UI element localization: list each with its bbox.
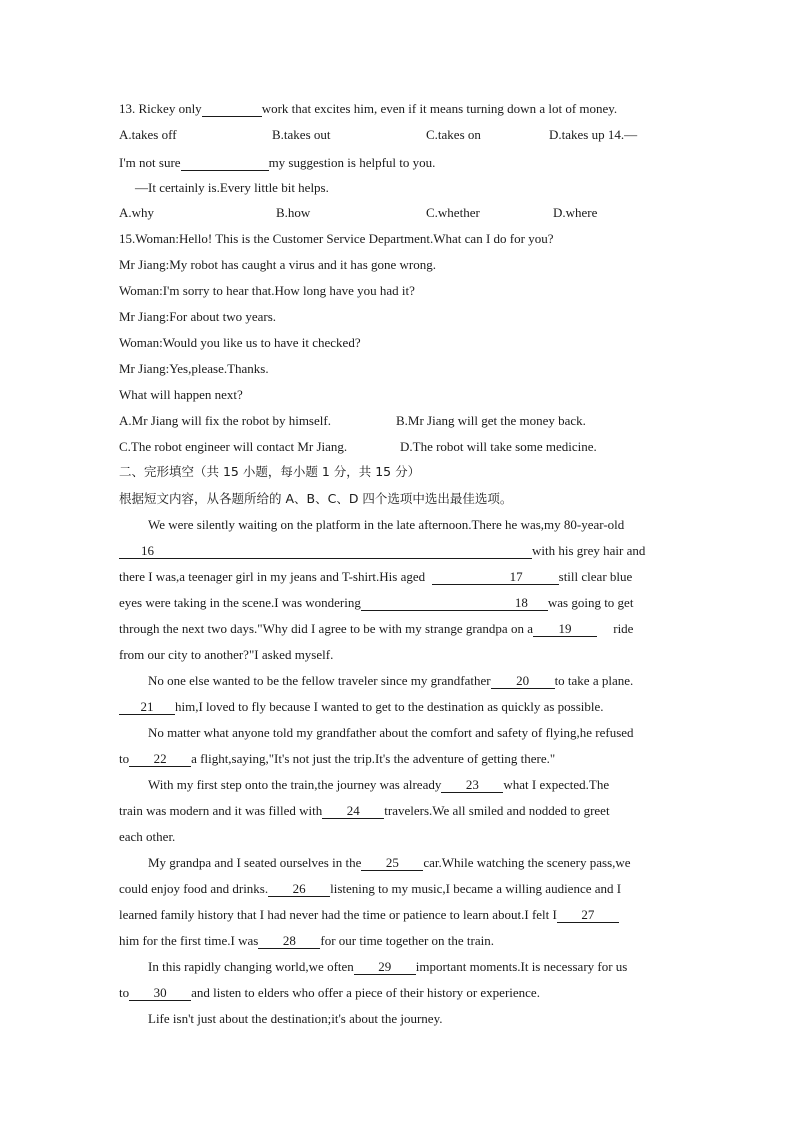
section-title: 二、完形填空（共 15 小题，每小题 1 分，共 15 分） [119, 464, 421, 479]
q15-line: Mr Jiang:For about two years. [119, 309, 277, 324]
q13-blank [202, 102, 262, 117]
passage-line: through the next two days."Why did I agree to be with my strange grandpa on a 19 ride [119, 621, 634, 636]
blank-20: 20 [491, 674, 555, 689]
q13-stem-end: work that excites him, even if it means turning down a lot of money. [261, 101, 618, 116]
passage-line: could enjoy food and drinks. 26 listening to my music,I became a willing audience and I [119, 881, 622, 896]
q14-reply: —It certainly is.Every little bit helps. [135, 180, 329, 195]
blank-19: 19 [533, 622, 597, 637]
passage-line: We were silently waiting on the platform in the late afternoon.There he was,my 80-year-old [148, 517, 625, 532]
passage-line: No matter what anyone told my grandfather about the comfort and safety of flying,he refused [148, 725, 634, 740]
q13-option-a: A.takes off [119, 127, 177, 142]
blank-21: 21 [119, 700, 175, 715]
q13-option-c: C.takes on [426, 127, 481, 142]
blank-30: 30 [129, 986, 191, 1001]
q15-question: What will happen next? [119, 387, 243, 402]
q15-option-b: B.Mr Jiang will get the money back. [396, 413, 586, 428]
q14-option-c: C.whether [426, 205, 480, 220]
section-instruction: 根据短文内容，从各题所给的 A、B、C、D 四个选项中选出最佳选项。 [119, 491, 513, 506]
passage-line: 16 with his grey hair and [119, 542, 645, 560]
blank-28: 28 [258, 934, 320, 949]
q15-option-a: A.Mr Jiang will fix the robot by himself. [119, 413, 331, 428]
q15-line: Mr Jiang:My robot has caught a virus and it has gone wrong. [119, 257, 437, 272]
q15-option-c: C.The robot engineer will contact Mr Jiang. [119, 439, 348, 454]
blank-25: 25 [361, 856, 423, 871]
blank-16: 16 [119, 544, 532, 559]
q15-line: Woman:Would you like us to have it checked? [119, 335, 361, 350]
passage-line: Life isn't just about the destination;it's about the journey. [148, 1011, 443, 1026]
passage-line: from our city to another?"I asked myself. [119, 647, 334, 662]
q14-option-b: B.how [276, 205, 311, 220]
passage-line: No one else wanted to be the fellow traveler since my grandfather 20 to take a plane. [148, 673, 634, 688]
q13-option-b: B.takes out [272, 127, 331, 142]
q14-option-d: D.where [553, 205, 598, 220]
q15-line: 15.Woman:Hello! This is the Customer Service Department.What can I do for you? [119, 231, 554, 246]
passage-line: him for the first time.I was 28 for our time together on the train. [119, 933, 494, 948]
passage-line: train was modern and it was filled with 24 travelers.We all smiled and nodded to greet [119, 803, 610, 818]
q13-stem-start: 13. Rickey only [119, 101, 202, 116]
passage-line: In this rapidly changing world,we often 29 important moments.It is necessary for us [148, 959, 628, 974]
blank-29: 29 [354, 960, 416, 975]
blank-27: 27 [557, 908, 619, 923]
passage-line: to 30 and listen to elders who offer a piece of their history or experience. [119, 985, 540, 1000]
blank-24: 24 [322, 804, 384, 819]
q14-stem-end: my suggestion is helpful to you. [268, 155, 436, 170]
blank-22: 22 [129, 752, 191, 767]
q14-stem-start: I'm not sure [119, 155, 181, 170]
blank-23: 23 [441, 778, 503, 793]
blank-26: 26 [268, 882, 330, 897]
q15-option-d: D.The robot will take some medicine. [400, 439, 597, 454]
blank-18: 18 [361, 596, 548, 611]
passage-line: to 22 a flight,saying,"It's not just the trip.It's the adventure of getting there." [119, 751, 556, 766]
q14-stem [119, 154, 435, 172]
q14-option-a: A.why [119, 205, 155, 220]
passage-line: 21 him,I loved to fly because I wanted to get to the destination as quickly as possible. [119, 698, 604, 716]
passage-line: there I was,a teenager girl in my jeans and T-shirt.His aged 17 still clear blue [119, 569, 633, 584]
passage-line: With my first step onto the train,the journey was already 23 what I expected.The [148, 777, 610, 792]
passage-line: learned family history that I had never had the time or patience to learn about.I felt I 27 [119, 906, 619, 924]
passage-line: My grandpa and I seated ourselves in the 25 car.While watching the scenery pass,we [148, 855, 631, 870]
passage-line: each other. [119, 829, 176, 844]
q15-line: Woman:I'm sorry to hear that.How long have you had it? [119, 283, 415, 298]
passage-line: eyes were taking in the scene.I was wondering 18 was going to get [119, 595, 634, 610]
blank-17: 17 [432, 570, 559, 585]
q13-stem [119, 100, 617, 118]
q15-line: Mr Jiang:Yes,please.Thanks. [119, 361, 269, 376]
q14-blank [181, 156, 269, 171]
q13-option-d: D.takes up 14.— [549, 127, 638, 142]
